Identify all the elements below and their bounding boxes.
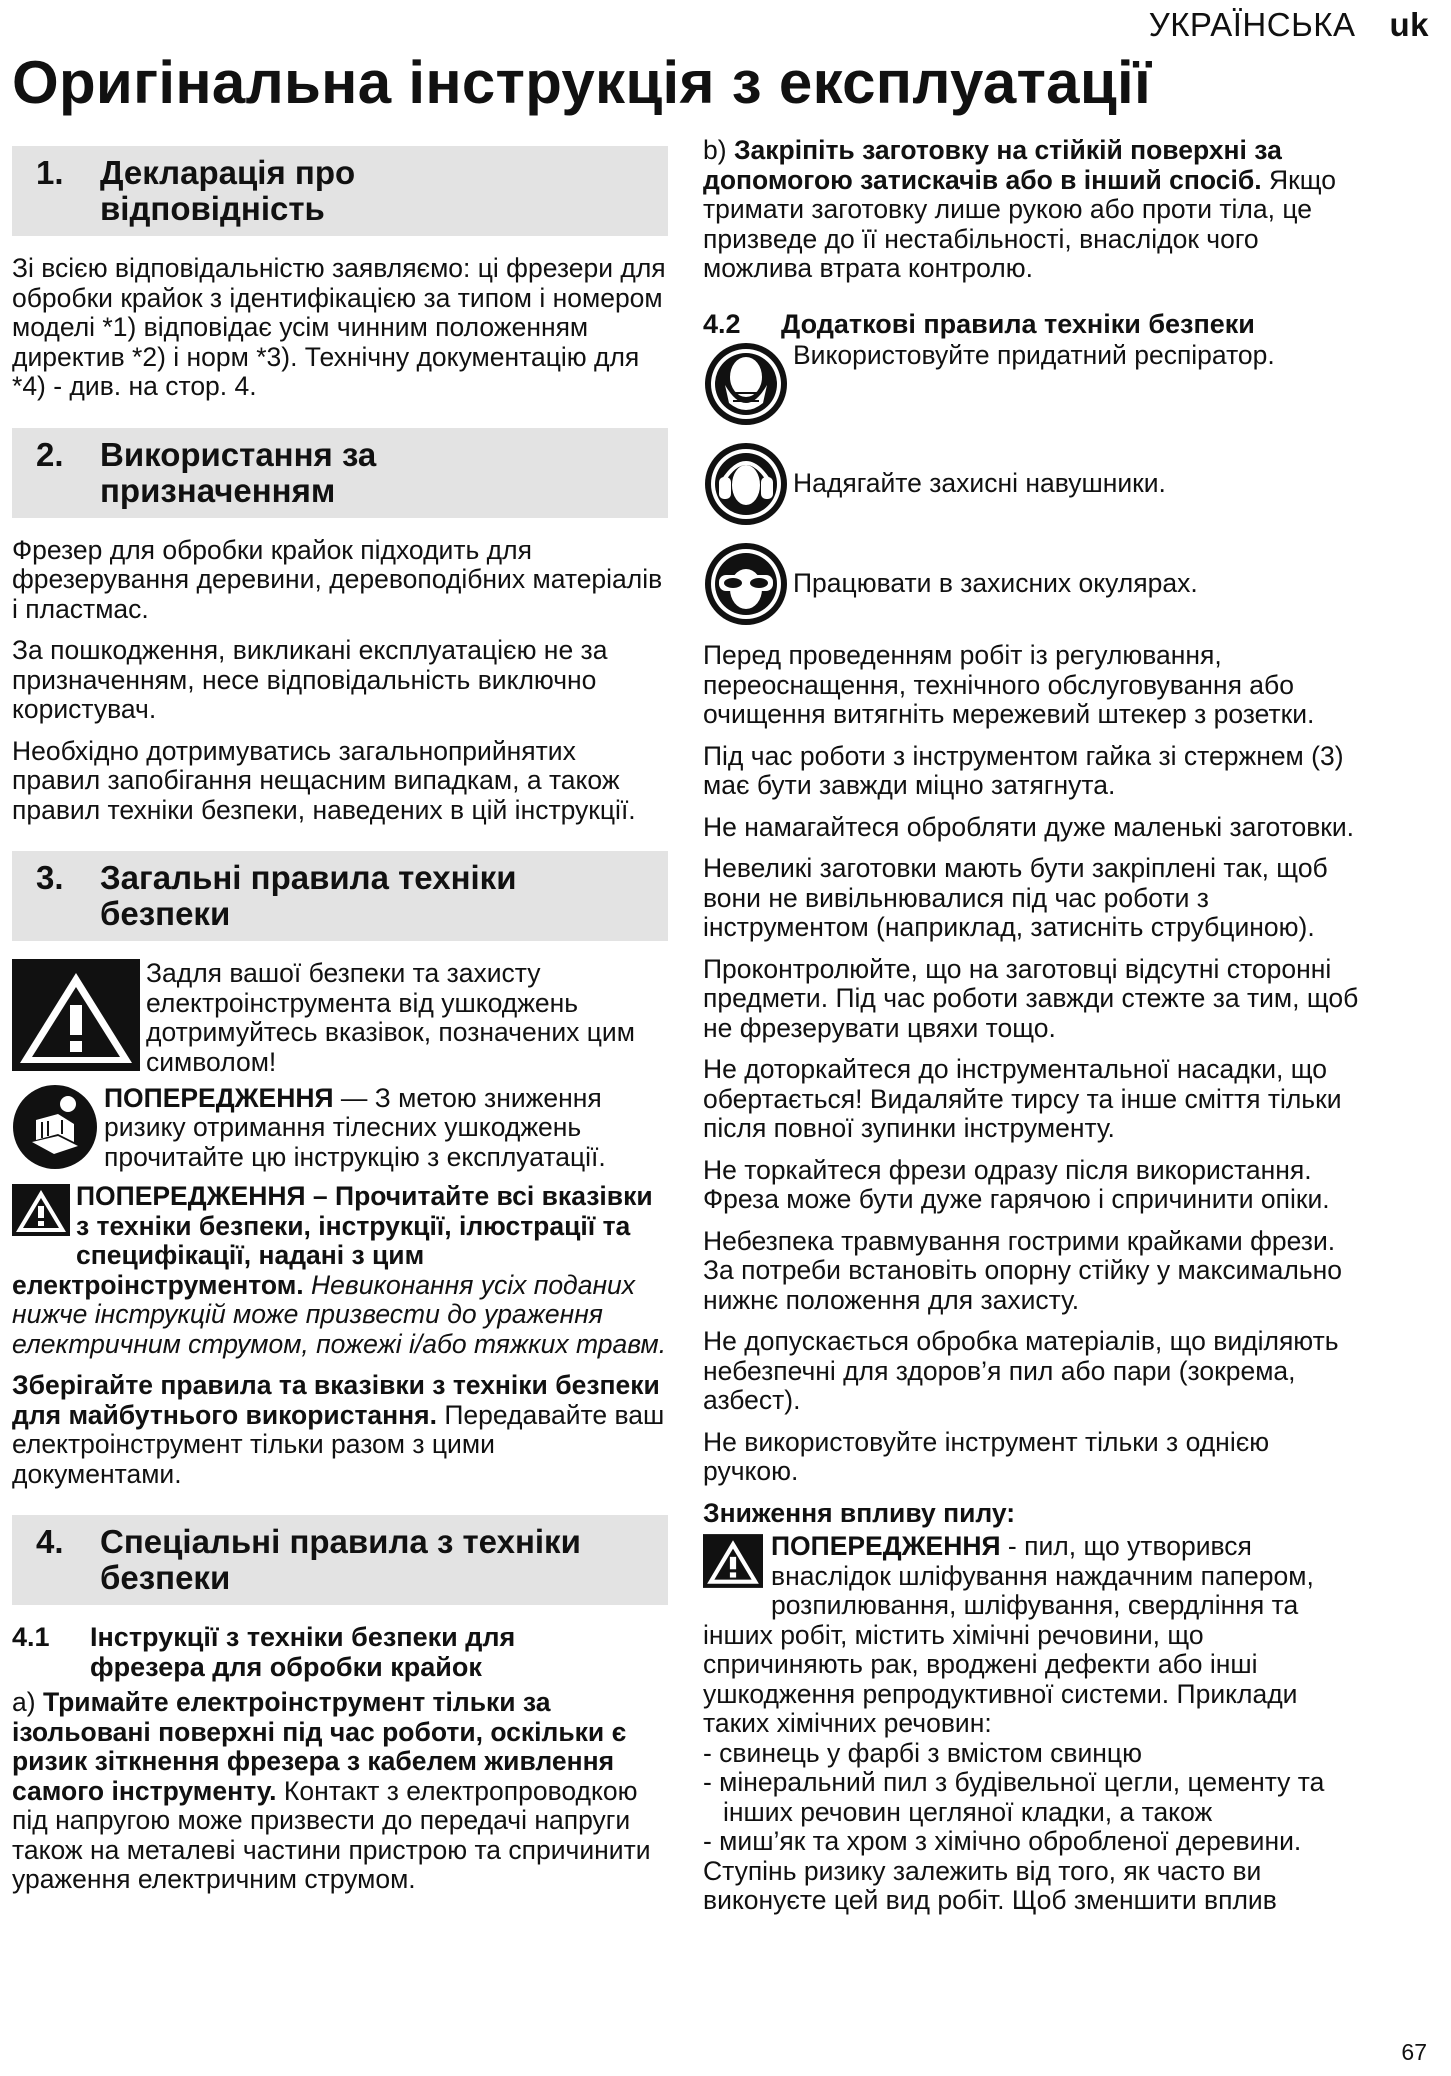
subsection-number: 4.1: [12, 1622, 50, 1652]
warning-bold: ПОПЕРЕДЖЕННЯ – Прочитайте всі вказівки з техніки безпеки, інструкції, ілюстрації та специфікації, надані з цим електроінструментом.: [12, 1181, 653, 1300]
safety-symbol-note: [12, 959, 668, 1078]
warning-text: - пил, що утворився внаслідок шліфування наждачним папером, розпилювання, шліфування, свердління та інших робіт, містить хімічні речовини, що спричиняють рак, вроджені дефекти або інші ушкодження репродуктивної системи. Приклади таких хімічних речовин:: [703, 1531, 1314, 1738]
ppe-text: Надягайте захисні навушники.: [793, 468, 1166, 499]
item-bold: Тримайте електроінструмент тільки за ізольовані поверхні під час роботи, оскільки є ризик зіткнення фрезера з кабелем живлення самого інструменту.: [12, 1687, 627, 1806]
section-4-heading: [12, 1515, 668, 1605]
language-header: [1149, 6, 1429, 44]
ppe-text: Працювати в захисних окулярах.: [793, 568, 1198, 599]
keep-bold: Зберігайте правила та вказівки з техніки безпеки для майбутнього використання.: [12, 1370, 660, 1430]
paragraph: Зі всією відповідальністю заявляємо: ці фрезери для обробки крайок з ідентифікацією за типом і номером моделі *1) відповідає усім чинним положенням директив *2) і норм *3). Технічну документацію для *4) - див. на стор. 4.: [12, 253, 666, 401]
section-2-heading: [12, 428, 668, 518]
list-item: - свинець у фарбі з вмістом свинцю: [703, 1737, 1142, 1768]
respirator-note: [703, 341, 1369, 427]
page-title: Оригінальна інструкція з експлуатації: [12, 49, 1152, 116]
ear-protection-note: [703, 441, 1369, 527]
paragraph: Невеликі заготовки мають бути закріплені так, щоб вони не вивільнювалися під час роботи з інструментом (наприклад, затисніть струбциною).: [703, 853, 1328, 942]
list-item: - мінеральний пил з будівельної цегли, цементу та інших речовин цегляної кладки, а також: [703, 1767, 1325, 1827]
section-title: Використання за: [100, 435, 377, 473]
instruction-a: [12, 1688, 668, 1895]
subsection-title: Додаткові правила техніки безпеки: [781, 308, 1255, 339]
section-title: Декларація про: [100, 154, 356, 191]
right-column: [703, 136, 1369, 1928]
subsection-4-2-heading: [703, 310, 1369, 340]
instruction-b: [703, 136, 1369, 284]
list-item: - миш’як та хром з хімічно обробленої деревини.: [703, 1826, 1302, 1856]
paragraph: Не використовуйте інструмент тільки з однією ручкою.: [703, 1426, 1270, 1486]
ppe-text: Використовуйте придатний респіратор.: [793, 340, 1275, 370]
safety-goggles-icon: [703, 541, 789, 627]
section-number: 2.: [36, 435, 64, 473]
keep-text: Передавайте ваш електроінструмент тільки разом з цими документами.: [12, 1399, 665, 1489]
paragraph: Перед проведенням робіт із регулювання, переоснащення, технічного обслуговування або очищення витягніть мережевий штекер з розетки.: [703, 640, 1315, 729]
warning-label: ПОПЕРЕДЖЕННЯ: [771, 1531, 1001, 1561]
read-manual-icon: [12, 1084, 98, 1177]
subsection-4-1-heading: [12, 1623, 668, 1682]
item-bold: Закріпіть заготовку на стійкій поверхні за допомогою затискачів або в інший спосіб.: [703, 135, 1282, 195]
section-number: 3.: [36, 859, 64, 896]
ear-protection-icon: [703, 441, 789, 527]
subsection-number: 4.2: [703, 308, 741, 339]
warning-italic: Невиконання усіх поданих нижче інструкцій може призвести до ураження електричним струмом, пожежі і/або тяжких травм.: [12, 1269, 667, 1359]
item-label: b): [703, 135, 734, 165]
section-title: Спеціальні правила з техніки: [100, 1523, 581, 1560]
subsection-title-cont: фрезера для обробки крайок: [90, 1651, 482, 1682]
paragraph: Задля вашої безпеки та захисту електроінструмента від ушкоджень дотримуйтесь вказівок, позначених цим символом!: [146, 958, 635, 1077]
read-manual-warning: [12, 1084, 668, 1177]
section-number: 1.: [36, 154, 64, 191]
dust-list: [703, 1739, 1369, 1857]
paragraph: Проконтролюйте, що на заготовці відсутні сторонні предмети. Під час роботи завжди стежте за тим, щоб не фрезерувати цвяхи тощо.: [703, 953, 1359, 1043]
warning-triangle-icon: [12, 1184, 70, 1243]
paragraph: Не доторкайтеся до інструментальної насадки, що обертається! Видаляйте тирсу та інше сміття тільки після повної зупинки інструменту.: [703, 1054, 1342, 1143]
section-1-heading: [12, 146, 668, 236]
paragraph: Небезпека травмування гострими крайками фрези. За потреби встановіть опорну стійку у максимально нижнє положення для захисту.: [703, 1225, 1343, 1315]
paragraph: Ступінь ризику залежить від того, як часто ви виконуєте цей вид робіт. Щоб зменшити вплив: [703, 1855, 1277, 1915]
paragraph: Фрезер для обробки крайок підходить для фрезерування деревини, деревоподібних матеріалів і пластмас.: [12, 534, 663, 624]
item-text: Контакт з електропроводкою під напругою може призвести до передачі напруги також на металеві частини пристрою та спричинити ураження електричним струмом.: [12, 1775, 651, 1894]
item-label: a): [12, 1687, 43, 1717]
section-number: 4.: [36, 1523, 64, 1560]
subsection-title: Інструкції з техніки безпеки для: [90, 1622, 516, 1652]
section-3-heading: [12, 851, 668, 941]
dust-title-text: Зниження впливу пилу:: [703, 1497, 1016, 1528]
dust-warning: [703, 1532, 1369, 1739]
warning-text: — З метою зниження ризику отримання тілесних ушкоджень прочитайте цю інструкцію з експлуатації.: [104, 1082, 606, 1172]
section-title-cont: безпеки: [100, 1559, 231, 1596]
paragraph: Не намагайтеся обробляти дуже маленькі заготовки.: [703, 811, 1355, 842]
warning-triangle-icon: [12, 959, 140, 1078]
section-title-cont: відповідність: [100, 190, 325, 227]
page-number: 67: [1401, 2039, 1427, 2065]
language-label: УКРАЇНСЬКА: [1148, 6, 1356, 43]
warning-label: ПОПЕРЕДЖЕННЯ: [104, 1082, 334, 1113]
section-title: Загальні правила техніки: [100, 859, 517, 896]
item-text: Якщо тримати заготовку лише рукою або проти тіла, це призведе до її нестабільності, внаслідок чого можлива втрата контролю.: [703, 164, 1336, 283]
paragraph: Необхідно дотримуватись загальноприйнятих правил запобігання нещасним випадкам, а також правил техніки безпеки, наведених в цій інструкції.: [12, 735, 636, 825]
paragraph: Під час роботи з інструментом гайка зі стержнем (3) має бути завжди міцно затягнута.: [703, 740, 1344, 800]
eye-protection-note: [703, 541, 1369, 627]
left-column: [12, 146, 668, 1907]
section-title-cont: безпеки: [100, 895, 231, 932]
respirator-icon: [703, 341, 789, 427]
warning-triangle-icon: [703, 1534, 763, 1595]
paragraph: Не допускається обробка матеріалів, що виділяють небезпечні для здоров’я пил або пари (зокрема, азбест).: [703, 1326, 1339, 1415]
read-instructions-warning: [12, 1182, 668, 1359]
section-title-cont: призначенням: [100, 471, 336, 509]
language-code: uk: [1389, 6, 1429, 43]
paragraph: Не торкайтеся фрези одразу після використання. Фреза може бути дуже гарячою і спричинити опіки.: [703, 1154, 1330, 1214]
keep-instructions: [12, 1371, 668, 1489]
dust-title: [703, 1499, 1369, 1529]
paragraph: За пошкодження, викликані експлуатацією не за призначенням, несе відповідальність виключно користувач.: [12, 635, 608, 724]
